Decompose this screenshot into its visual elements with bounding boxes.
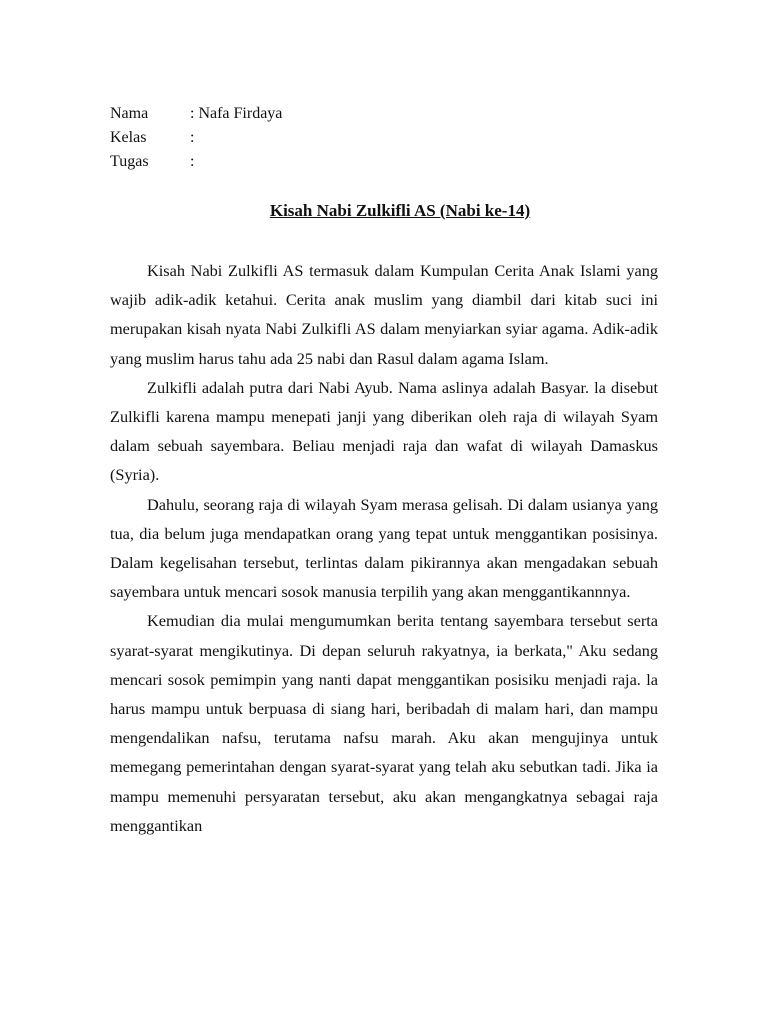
paragraph-4: Kemudian dia mulai mengumumkan berita tentang sayembara tersebut serta syarat-syarat mengikutinya. Di depan seluruh rakyatnya, ia berkata," Aku sedang mencari sosok pemimpin yang nanti dapat menggantikan posisiku menjadi raja. la harus mampu untuk berpuasa di siang hari, beribadah di malam hari, dan mampu mengendalikan nafsu, terutama nafsu marah. Aku akan mengujinya untuk memegang pemerintahan dengan syarat-syarat yang telah aku sebutkan tadi. Jika ia mampu memenuhi persyaratan tersebut, aku akan mengangkatnya sebagai raja menggantikan	[110, 611, 658, 835]
document-title: Kisah Nabi Zulkifli AS (Nabi ke-14)	[269, 201, 531, 220]
paragraph-2: Zulkifli adalah putra dari Nabi Ayub. Nama aslinya adalah Basyar. la disebut Zulkifli karena mampu menepati janji yang diberikan oleh raja di wilayah Syam dalam sebuah sayembara. Beliau menjadi raja dan wafat di wilayah Damaskus (Syria).	[110, 377, 658, 485]
header-row-tugas	[110, 150, 282, 174]
header-value-tugas: :	[190, 153, 195, 170]
header-label-kelas: Kelas	[110, 129, 147, 146]
header-label-tugas: Tugas	[110, 153, 149, 170]
student-info-header	[110, 102, 282, 174]
header-row-kelas	[110, 126, 282, 150]
header-value-kelas: :	[190, 129, 195, 146]
header-value-nama: : Nafa Firdaya	[190, 105, 283, 122]
paragraph-1: Kisah Nabi Zulkifli AS termasuk dalam Kumpulan Cerita Anak Islami yang wajib adik-adik ketahui. Cerita anak muslim yang diambil dari kitab suci ini merupakan kisah nyata Nabi Zulkifli AS dalam menyiarkan syiar agama. Adik-adik yang muslim harus tahu ada 25 nabi dan Rasul dalam agama Islam.	[110, 261, 658, 368]
header-row-nama	[110, 102, 282, 126]
header-label-nama: Nama	[110, 105, 149, 122]
story-body	[110, 256, 658, 840]
paragraph-3: Dahulu, seorang raja di wilayah Syam merasa gelisah. Di dalam usianya yang tua, dia belum juga mendapatkan orang yang tepat untuk menggantikan posisinya. Dalam kegelisahan tersebut, terlintas dalam pikirannya akan mengadakan sebuah sayembara untuk mencari sosok manusia terpilih yang akan menggantikannnya.	[110, 494, 658, 602]
